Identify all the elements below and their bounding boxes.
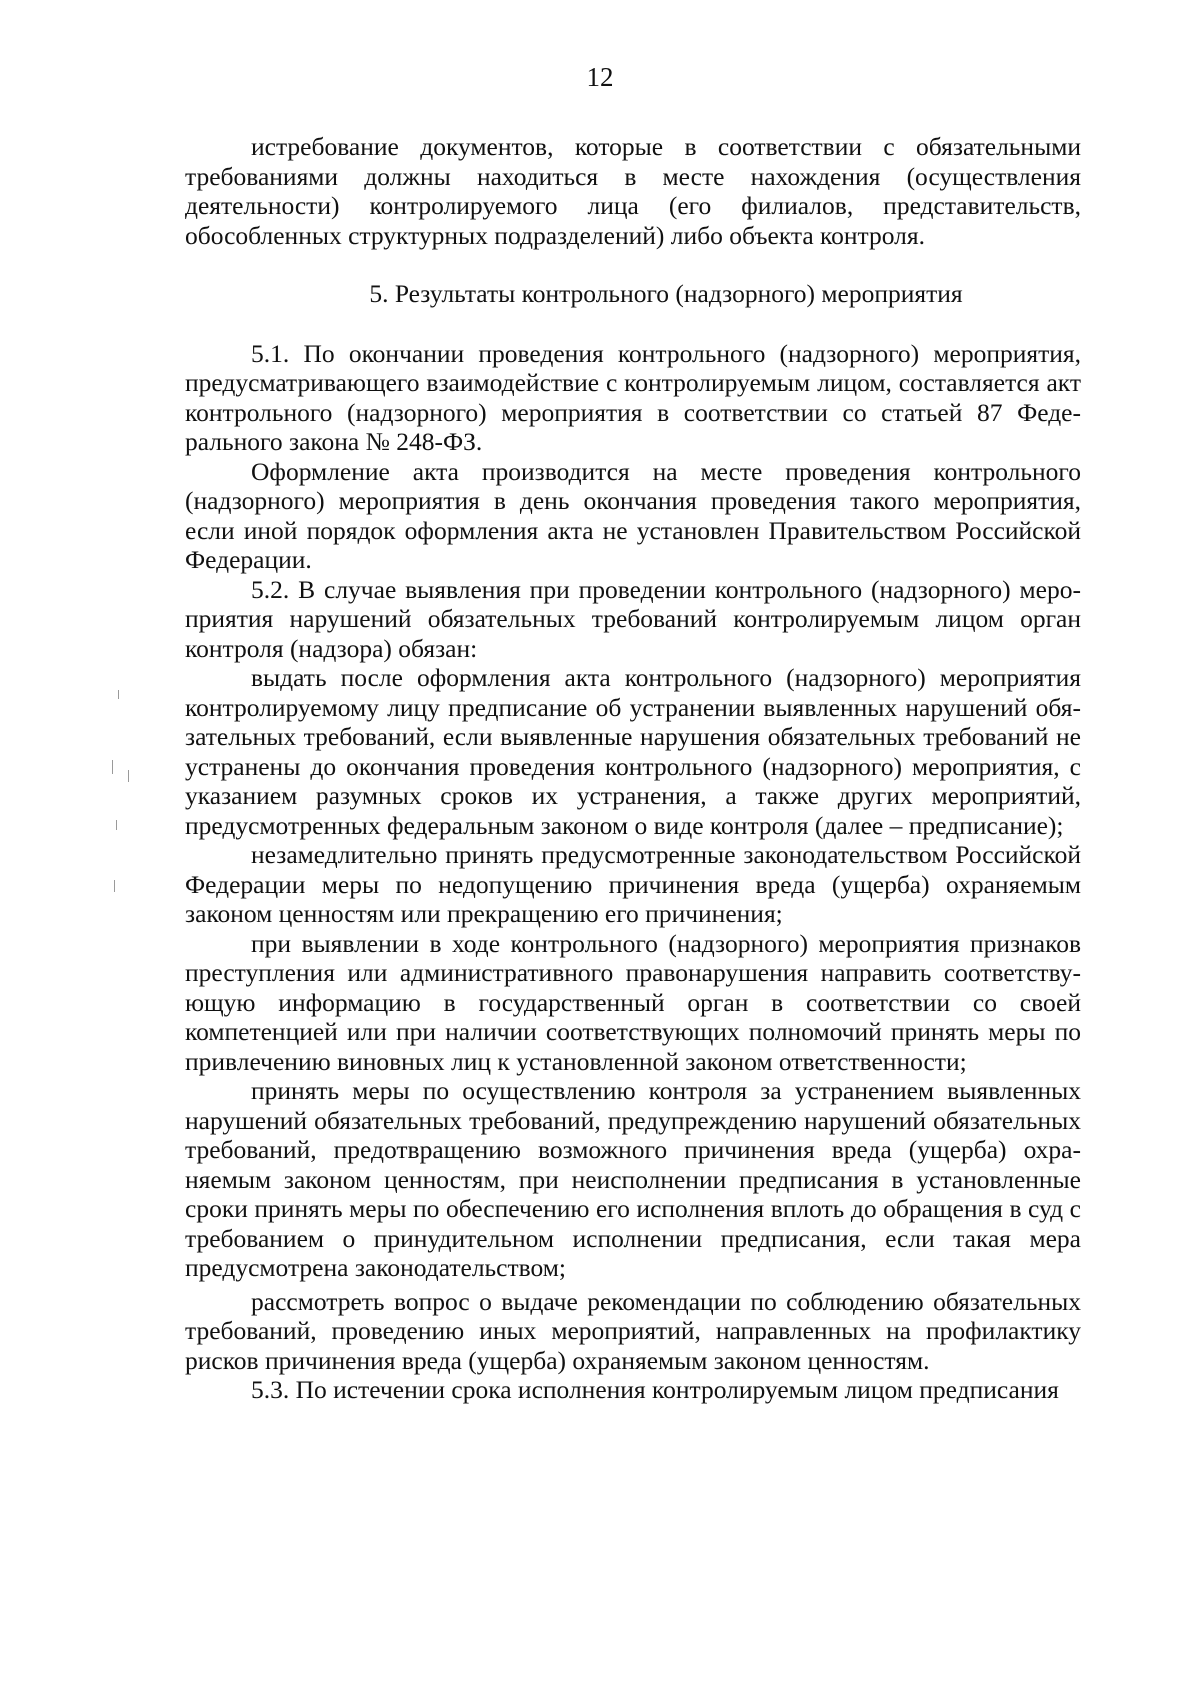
paragraph-5-1: 5.1. По окончании проведения контрольного (надзорного) мероприятия, предусматривающего взаимодействие с контролируемым лицом, составляется акт контрольного (надзорного) мероприятия в соответствии со статьей 87 Федерального закона № 248-ФЗ. [185, 338, 1081, 456]
scan-artifact [118, 690, 119, 699]
scan-artifact [112, 760, 113, 774]
scan-artifact [116, 820, 117, 830]
paragraph-control-measures: принять меры по осуществлению контроля за устранением выявленных нарушений обязательных требований, предупреждению нарушений обязательных требований, предотвращению возможного причинения вреда (ущерба) охраняемым законом ценностям, при неисполнении предписания в установленные сроки принять меры по обеспечению его исполнения вплоть до обращения в суд с требованием о принудительном исполнении предписания, если такая мера предусмотрена законодательством; [185, 1076, 1081, 1282]
paragraph-immediate-measures: незамедлительно принять предусмотренные законодательством Российской Федерации меры по недопущению причинения вреда (ущерба) охраняемым законом ценностям или прекращению его причинения; [185, 840, 1081, 928]
paragraph-recommendation: рассмотреть вопрос о выдаче рекомендации по соблюдению обязательных требований, проведению иных мероприятий, направленных на профилактику рисков причинения вреда (ущерба) охраняемым законом ценностям. [185, 1286, 1081, 1375]
scan-artifact [128, 770, 129, 782]
section-heading: 5. Результаты контрольного (надзорного) мероприятия [369, 279, 963, 308]
continuation-paragraph: истребование документов, которые в соответствии с обязательными требованиями должны находиться в месте нахождения (осуществления деятельности) контролируемого лица (его филиалов, представительств, обособленных структурных подразделений) либо объекта контроля. [185, 132, 1081, 250]
scan-artifact [114, 880, 115, 892]
paragraph-act-drafting: Оформление акта производится на месте проведения контрольного (надзорного) мероприятия в день окончания проведения такого мероприятия, если иной порядок оформления акта не установлен Правительством Российской Федерации. [185, 456, 1081, 574]
paragraph-crime-report: при выявлении в ходе контрольного (надзорного) мероприятия признаков преступления или административного правонарушения направить соответствующую информацию в государственный орган в соответствии со своей компетенцией или при наличии соответствующих полномочий принять меры по привлечению виновных лиц к установленной законом ответственности; [185, 928, 1081, 1076]
paragraph-5-3: 5.3. По истечении срока исполнения контролируемым лицом предписания [251, 1375, 1059, 1404]
paragraph-5-2: 5.2. В случае выявления при проведении контрольного (надзорного) мероприятия нарушений обязательных требований контролируемым лицом орган контроля (надзора) обязан: [185, 574, 1081, 663]
paragraph-issue-order: выдать после оформления акта контрольного (надзорного) мероприятия контролируемому лицу предписание об устранении выявленных нарушений обязательных требований, если выявленные нарушения обязательных требований не устранены до окончания проведения контрольного (надзорного) мероприятия, с указанием разумных сроков их устранения, а также других мероприятий, предусмотренных федеральным законом о виде контроля (далее – предписание); [185, 663, 1081, 840]
document-body [185, 132, 1081, 1405]
page-number: 12 [586, 62, 614, 92]
